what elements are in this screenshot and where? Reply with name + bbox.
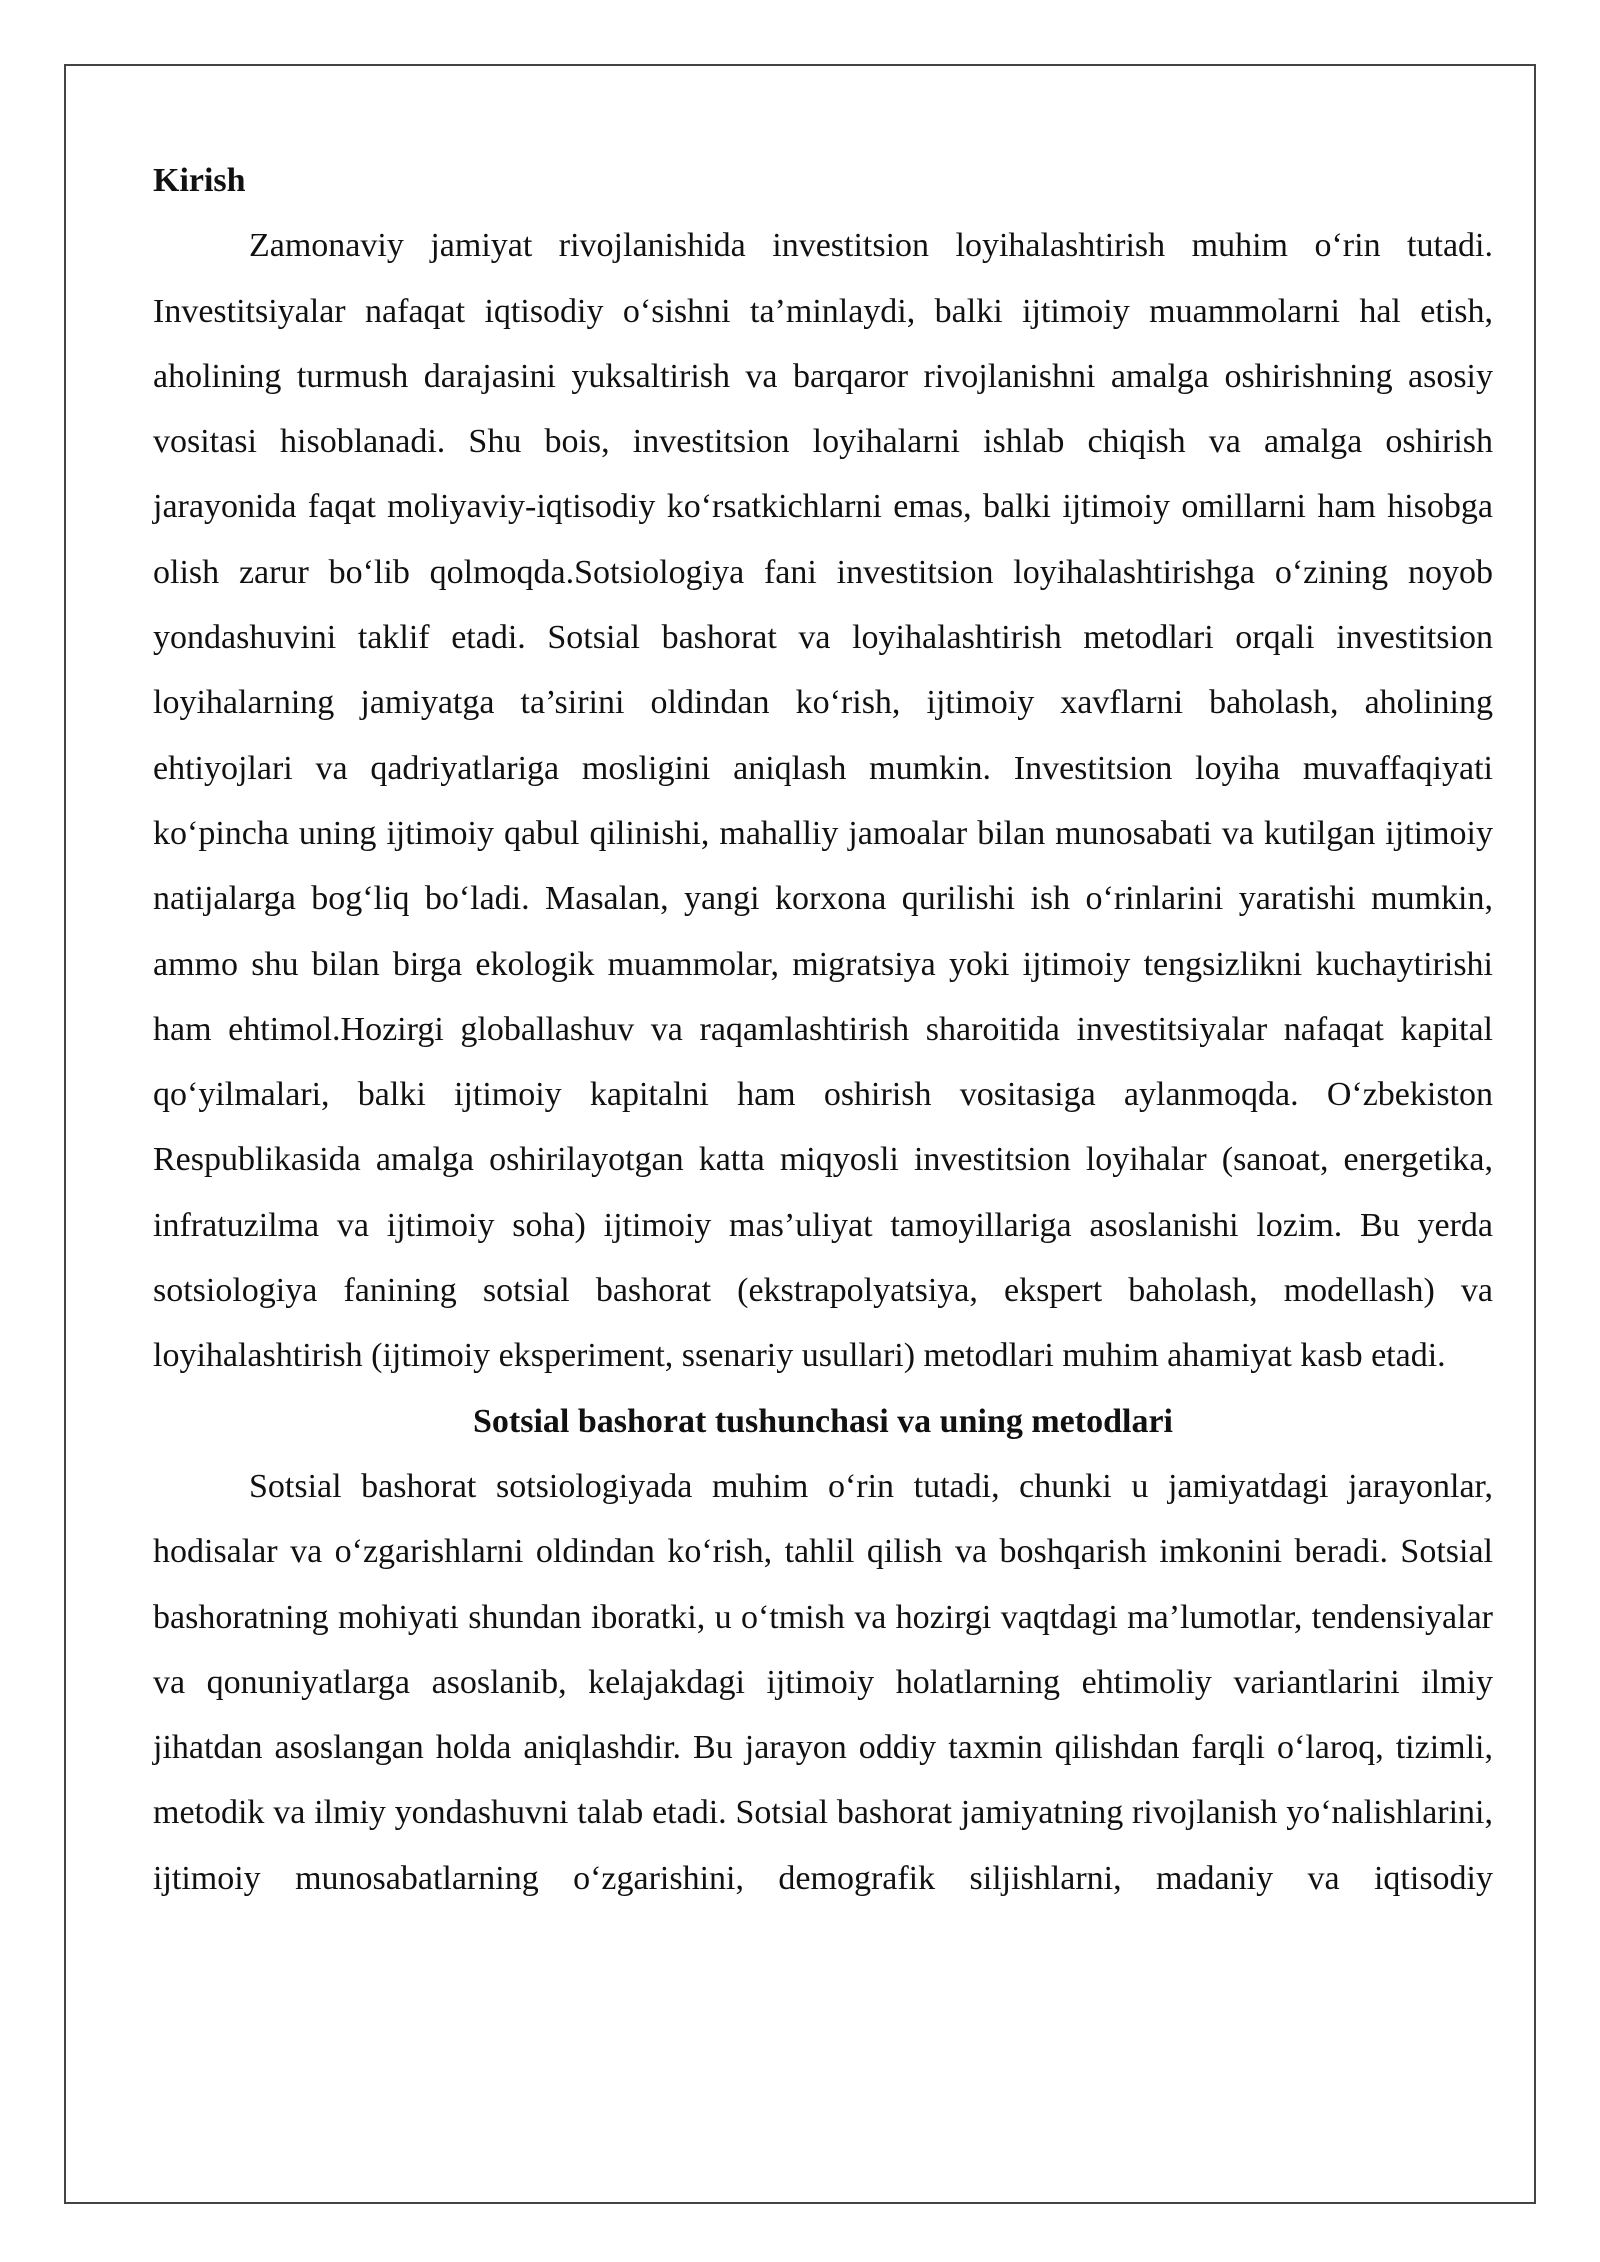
section-heading-social-forecast: Sotsial bashorat tushunchasi va uning metodlari xyxy=(473,1402,1173,1440)
section-heading-kirish: Kirish xyxy=(153,162,246,199)
document-body xyxy=(153,148,1493,1911)
paragraph-social-forecast: Sotsial bashorat sotsiologiyada muhim o‘rin tutadi, chunki u jamiyatdagi jarayonlar, hodisalar va o‘zgarishlarni oldindan ko‘rish, tahlil qilish va boshqarish imkonini beradi. Sotsial bashoratning mohiyati shundan iboratki, u o‘tmish va hozirgi vaqtdagi ma’lumotlar, tendensiyalar va qonuniyatlarga asoslanib, kelajakdagi ijtimoiy holatlarning ehtimoliy variantlarini ilmiy jihatdan asoslangan holda aniqlashdir. Bu jarayon oddiy taxmin qilishdan farqli o‘laroq, tizimli, metodik va ilmiy yondashuvni talab etadi. Sotsial bashorat jamiyatning rivojlanish yo‘nalishlarini, ijtimoiy munosabatlarning o‘zgarishini, demografik siljishlarni, madaniy va iqtisodiy xyxy=(153,1467,1493,1897)
paragraph-introduction: Zamonaviy jamiyat rivojlanishida investitsion loyihalashtirish muhim o‘rin tutadi. Investitsiyalar nafaqat iqtisodiy o‘sishni ta’minlaydi, balki ijtimoiy muammolarni hal etish, aholining turmush darajasini yuksaltirish va barqaror rivojlanishni amalga oshirishning asosiy vositasi hisoblanadi. Shu bois, investitsion loyihalarni ishlab chiqish va amalga oshirish jarayonida faqat moliyaviy-iqtisodiy ko‘rsatkichlarni emas, balki ijtimoiy omillarni ham hisobga olish zarur bo‘lib qolmoqda.Sotsiologiya fani investitsion loyihalashtirishga o‘zining noyob yondashuvini taklif etadi. Sotsial bashorat va loyihalashtirish metodlari orqali investitsion loyihalarning jamiyatga ta’sirini oldindan ko‘rish, ijtimoiy xavflarni baholash, aholining ehtiyojlari va qadriyatlariga mosligini aniqlash mumkin. Investitsion loyiha muvaffaqiyati ko‘pincha uning ijtimoiy qabul qilinishi, mahalliy jamoalar bilan munosabati va kutilgan ijtimoiy natijalarga bog‘liq bo‘ladi. Masalan, yangi korxona qurilishi ish o‘rinlarini yaratishi mumkin, ammo shu bilan birga ekologik muammolar, migratsiya yoki ijtimoiy tengsizlikni kuchaytirishi ham ehtimol.Hozirgi globallashuv va raqamlashtirish sharoitida investitsiyalar nafaqat kapital qo‘yilmalari, balki ijtimoiy kapitalni ham oshirish vositasiga aylanmoqda. O‘zbekiston Respublikasida amalga oshirilayotgan katta miqyosli investitsion loyihalar (sanoat, energetika, infratuzilma va ijtimoiy soha) ijtimoiy mas’uliyat tamoyillariga asoslanishi lozim. Bu yerda sotsiologiya fanining sotsial bashorat (ekstrapolyatsiya, ekspert baholash, modellash) va loyihalashtirish (ijtimoiy eksperiment, ssenariy usullari) metodlari muhim ahamiyat kasb etadi. xyxy=(153,227,1493,1375)
